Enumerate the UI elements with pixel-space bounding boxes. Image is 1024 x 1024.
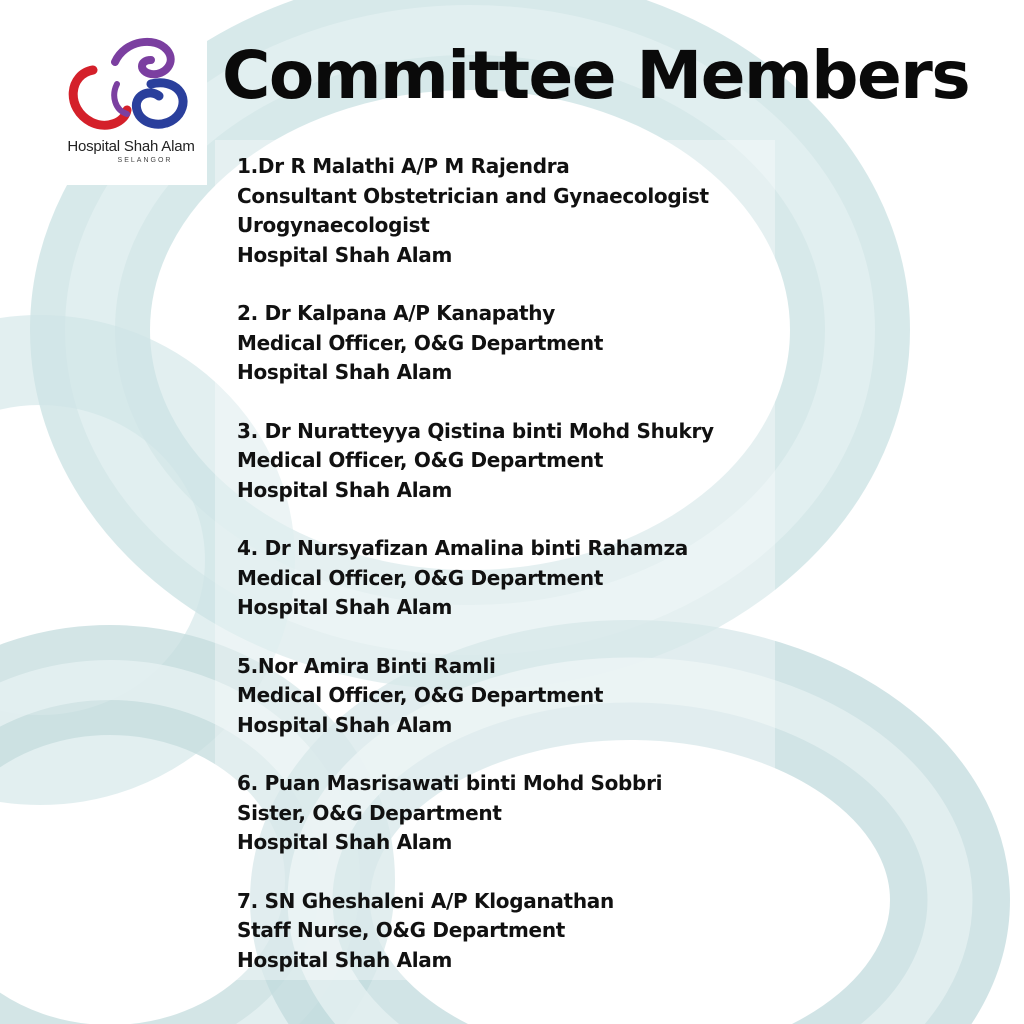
member-hospital: Hospital Shah Alam (237, 242, 453, 267)
member-role: Sister, O&G Department (237, 800, 502, 825)
committee-member-list (237, 152, 997, 1004)
member-name: 2. Dr Kalpana A/P Kanapathy (237, 301, 555, 325)
member-name: 6. Puan Masrisawati binti Mohd Sobbri (237, 771, 663, 795)
member-hospital: Hospital Shah Alam (237, 360, 453, 384)
member-hospital: Hospital Shah Alam (237, 595, 453, 619)
member-role: Consultant Obstetrician and Gynaecologist (237, 183, 709, 208)
member-7 (237, 887, 997, 976)
member-3 (237, 417, 997, 506)
member-name: 1.Dr R Malathi A/P M Rajendra (237, 154, 570, 178)
member-name: 3. Dr Nuratteyya Qistina binti Mohd Shukry (237, 418, 714, 443)
member-role: Medical Officer, O&G Department (237, 683, 604, 707)
member-2 (237, 299, 997, 388)
member-hospital: Hospital Shah Alam (237, 477, 453, 502)
member-hospital: Hospital Shah Alam (237, 830, 453, 854)
logo-name: Hospital Shah Alam (67, 138, 195, 155)
member-name: 4. Dr Nursyafizan Amalina binti Rahamza (237, 536, 688, 560)
member-1 (237, 152, 997, 270)
member-specialty: Urogynaecologist (237, 213, 430, 237)
hospital-logo (55, 22, 207, 185)
member-5 (237, 652, 997, 741)
hospital-logo-icon (55, 22, 207, 147)
member-name: 5.Nor Amira Binti Ramli (237, 653, 496, 678)
member-hospital: Hospital Shah Alam (237, 947, 453, 972)
member-name: 7. SN Gheshaleni A/P Kloganathan (237, 888, 614, 913)
member-role: Medical Officer, O&G Department (237, 565, 604, 590)
member-role: Staff Nurse, O&G Department (237, 918, 566, 942)
member-role: Medical Officer, O&G Department (237, 448, 604, 472)
member-6 (237, 769, 997, 858)
logo-subtitle: SELANGOR (117, 157, 173, 164)
page-title: Committee Members (222, 37, 970, 114)
member-4 (237, 534, 997, 623)
member-role: Medical Officer, O&G Department (237, 330, 604, 355)
member-hospital: Hospital Shah Alam (237, 712, 453, 737)
